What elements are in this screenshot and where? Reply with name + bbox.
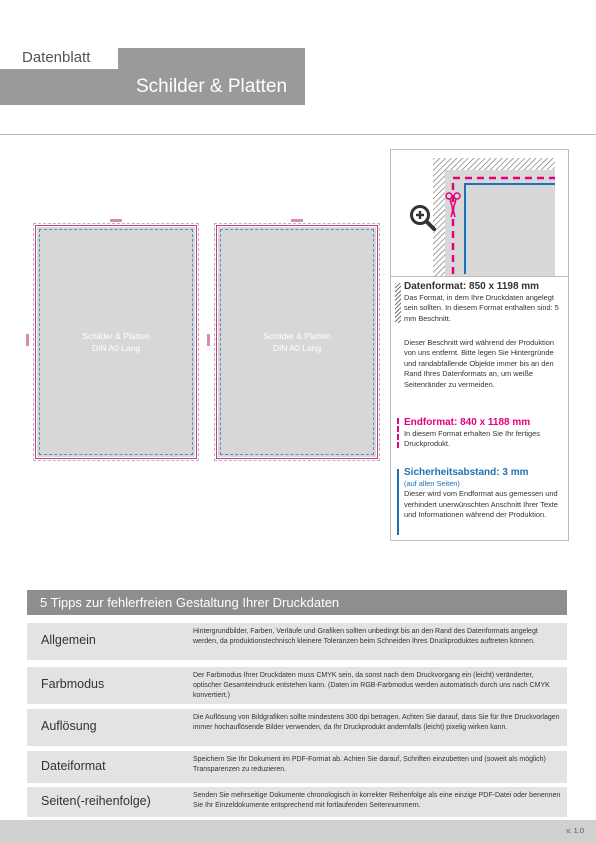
sheet-label-line1: Schilder & Platten: [263, 331, 331, 341]
tip-text: Die Auflösung von Bildgrafiken sollte mindestens 300 dpi betragen. Achten Sie darauf, dass Sie für Ihre Druckvorlagen immer hochauflösende Bilder verwenden, da Ihr Druckprodukt andernfalls (leicht) pixelig wirken kann.: [193, 714, 560, 731]
tip-row-aufloesung: [27, 709, 567, 746]
datenformat-title: Datenformat: 850 x 1198 mm: [404, 281, 540, 292]
tip-label: Allgemein: [41, 633, 96, 647]
tip-label: Seiten(-reihenfolge): [41, 794, 151, 808]
tip-row-seitenreihenfolge: [27, 787, 567, 817]
format-info-box: [390, 149, 569, 541]
zoom-in-icon: [408, 203, 438, 233]
datasheet-tab-label: Datenblatt: [22, 49, 91, 66]
endformat-section: [404, 417, 567, 450]
endformat-text: In diesem Format erhalten Sie Ihr fertiges Druckprodukt.: [404, 429, 540, 449]
tip-label: Farbmodus: [41, 677, 105, 691]
divider: [0, 134, 596, 135]
tip-text: Senden Sie mehrseitige Dokumente chronologisch in korrekter Reihenfolge als eine einzige PDF-Datei oder benennen Sie Ihr Einzeldokumente entsprechend mit fortlaufenden Seitennummern.: [193, 792, 561, 809]
tips-heading-bar: [27, 590, 567, 615]
datasheet-tab: [0, 48, 118, 69]
datenformat-text: Das Format, in dem Ihre Druckdaten angelegt sein sollten. In diesem Format enthalten sind: 5 mm Beschnitt.: [404, 293, 559, 323]
dimension-mark: [291, 219, 303, 222]
dimension-mark: [110, 219, 122, 222]
tip-text: Der Farbmodus Ihrer Druckdaten muss CMYK sein, da sonst nach dem Druckvorgang ein (leicht) veränderter, optischer Gesamteindruck entstehen kann. (Daten im RGB-Farbmodus werden automatisch durch uns nach CMYK konvertiert.): [193, 672, 550, 699]
corner-detail: [391, 150, 568, 277]
tip-row-allgemein: [27, 623, 567, 660]
sheet-label-line1: Schilder & Platten: [82, 331, 150, 341]
tips-heading: 5 Tipps zur fehlerfreien Gestaltung Ihrer Druckdaten: [40, 595, 340, 610]
bleed-hatch-marker: [395, 283, 401, 323]
sicherheit-text: Dieser wird vom Endformat aus gemessen und verhindert unerwünschten Anschnitt Ihrer Texte und Informationen während der Produktion.: [404, 489, 558, 520]
sicherheit-title: Sicherheitsabstand: 3 mm: [404, 467, 529, 478]
scissors-icon: [444, 190, 462, 220]
tip-label: Auflösung: [41, 719, 97, 733]
sheet-preview-1: [37, 227, 195, 457]
page-title: Schilder & Platten: [136, 76, 288, 97]
endformat-title: Endformat: 840 x 1188 mm: [404, 417, 531, 428]
sicherheit-section: [404, 467, 567, 521]
tip-label: Dateiformat: [41, 759, 106, 773]
dimension-mark: [26, 334, 29, 346]
endformat-marker: [397, 418, 399, 448]
datenformat-section: [404, 281, 567, 324]
dimension-mark: [207, 334, 210, 346]
sheet-label-line2: DIN A0 Lang: [272, 343, 322, 353]
sheet-label-line2: DIN A0 Lang: [91, 343, 141, 353]
version-label: v. 1.0: [566, 826, 584, 835]
sheet-preview-2: [218, 227, 376, 457]
beschnitt-text: Dieser Beschnitt wird während der Produktion von uns entfernt. Bitte legen Sie Hintergründe und randabfallende Objekte immer bis an den Rand Ihres Datenformats an, um weiße Seitenränder zu vermeiden.: [404, 338, 554, 389]
tip-text: Speichern Sie Ihr Dokument im PDF-Format ab. Achten Sie darauf, Schriften einzubetten und (soweit als möglich) Transparenzen zu reduzieren.: [193, 756, 546, 773]
tip-row-farbmodus: [27, 667, 567, 704]
sicherheit-subtitle: (auf allen Seiten): [404, 479, 460, 488]
sicherheit-marker: [397, 469, 399, 535]
tip-row-dateiformat: [27, 751, 567, 783]
beschnitt-section: [404, 338, 567, 390]
tip-text: Hintergrundbilder, Farben, Verläufe und Grafiken sollten unbedingt bis an den Rand des Datenformats angelegt werden, da produktionstechnisch kleinere Toleranzen beim Schneiden Ihres Druckproduktes auftreten können.: [193, 628, 538, 645]
footer-bar: [0, 820, 596, 843]
